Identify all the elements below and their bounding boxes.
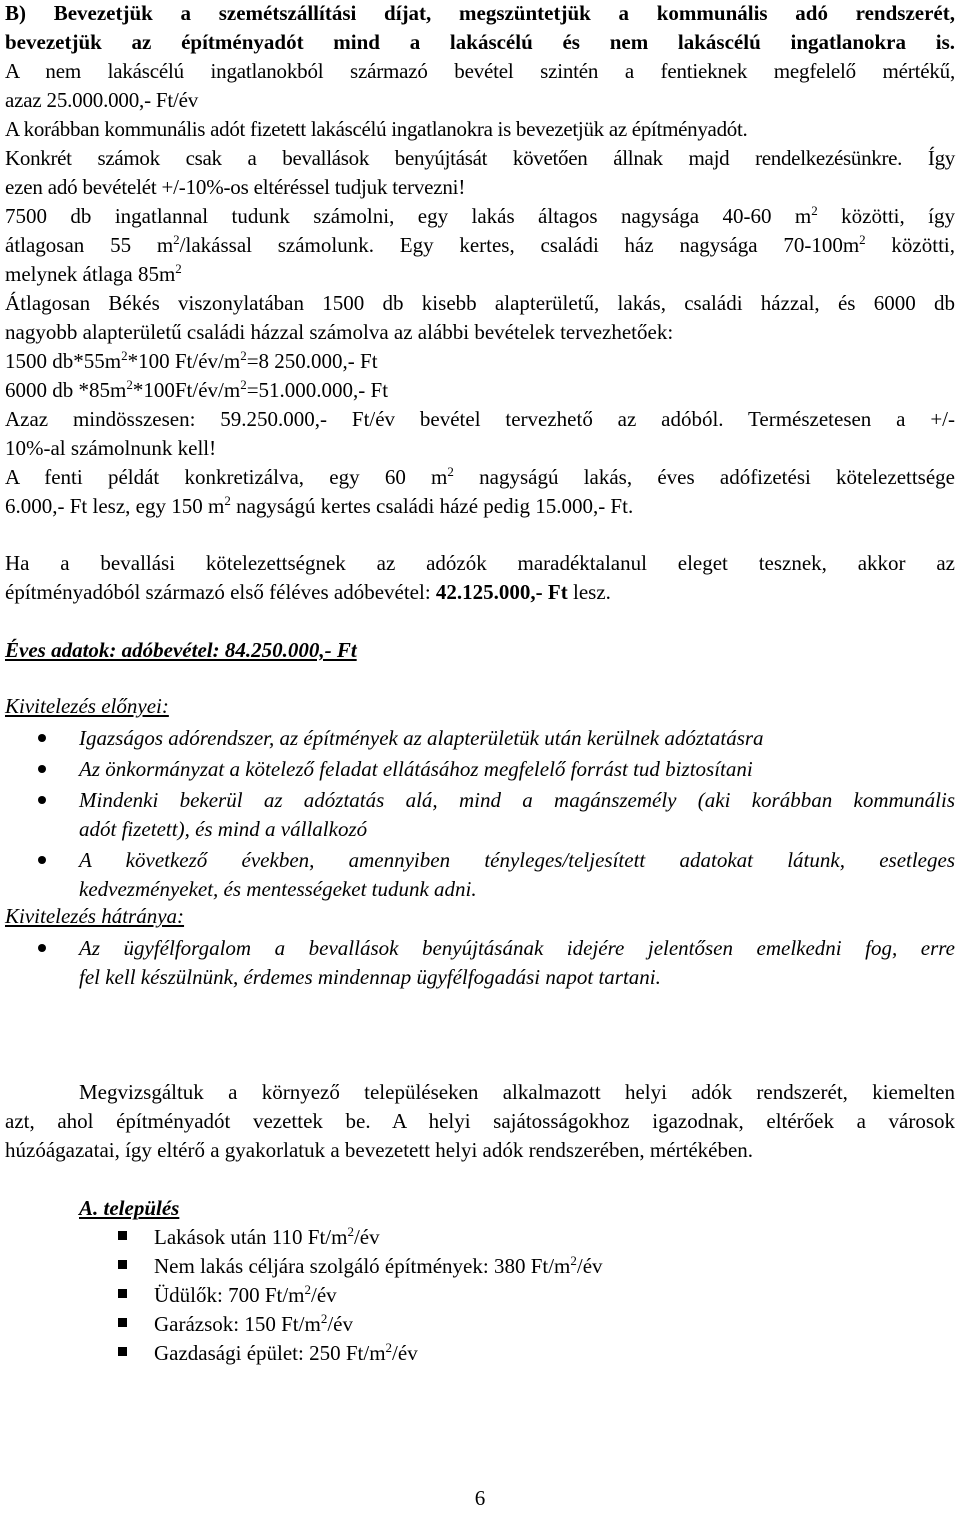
paragraph-line: A korábban kommunális adót fizetett lakáscélú ingatlanokra is bevezetjük az építményadót. [5, 117, 748, 141]
superscript: 2 [447, 464, 454, 479]
half-year-revenue: 42.125.000,- Ft [435, 580, 568, 604]
page-number: 6 [474, 1486, 486, 1510]
bullet-icon [38, 944, 46, 952]
text-run: Garázsok: 150 Ft/m [154, 1312, 321, 1336]
calculation-line [5, 348, 378, 373]
paragraph-line: Konkrét számok csak a bevallások benyújtását követően állnak majd rendelkezésünkre. Így [5, 146, 955, 170]
text-run: 6.000,- Ft lesz, egy 150 m [5, 494, 225, 518]
text-run: A fenti példát konkretizálva, egy 60 m [5, 465, 448, 489]
paragraph-line [5, 232, 956, 257]
tax-rate-item [154, 1253, 603, 1278]
superscript: 2 [173, 232, 180, 247]
text-run: /év [576, 1254, 603, 1278]
paragraph-line: 10%-al számolnunk kell! [5, 436, 217, 460]
section-heading-line-1: B) Bevezetjük a szemétszállítási díjat, megszüntetjük a kommunális adó rendszerét, [5, 1, 955, 25]
paragraph-line: Megvizsgáltuk a környező településeken alkalmazott helyi adók rendszerét, kiemelten [79, 1080, 955, 1104]
superscript: 2 [121, 348, 128, 363]
text-run: közötti, így [817, 204, 955, 228]
advantage-item-continued: kedvezményeket, és mentességeket tudunk adni. [79, 877, 477, 901]
square-bullet-icon [118, 1231, 127, 1240]
bullet-icon [38, 765, 46, 773]
text-run: Gazdasági épület: 250 Ft/m [154, 1341, 386, 1365]
text-run: /lakással számolunk. [179, 233, 374, 257]
text-run: *100 Ft/év/m [127, 349, 241, 373]
disadvantages-heading: Kivitelezés hátránya: [5, 904, 185, 928]
square-bullet-icon [118, 1289, 127, 1298]
text-run: Üdülők: 700 Ft/m [154, 1283, 305, 1307]
section-heading-line-2: bevezetjük az építményadót mind a lakáscélú és nem lakáscélú ingatlanokra is. [5, 30, 955, 54]
text-run: 1500 db*55m [5, 349, 122, 373]
tax-rate-item [154, 1311, 353, 1336]
text-run: lesz. [567, 580, 611, 604]
text-run: közötti, [865, 233, 956, 257]
paragraph-line: azaz 25.000.000,- Ft/év [5, 88, 199, 112]
text-run: nagyságú kertes családi házé pedig 15.000,- Ft. [230, 494, 634, 518]
tax-rate-item [154, 1224, 380, 1249]
text-run: Nem lakás céljára szolgáló építmények: 380 Ft/m [154, 1254, 571, 1278]
paragraph-line: A nem lakáscélú ingatlanokból származó bevétel szintén a fentieknek megfelelő mértékű, [5, 59, 955, 83]
text-run: 7500 db ingatlannal tudunk számolni, egy lakás áltagos nagysága 40-60 m [5, 204, 812, 228]
superscript: 2 [126, 377, 133, 392]
advantage-item-continued: adót fizetett), és mind a vállalkozó [79, 817, 368, 841]
superscript: 2 [385, 1340, 393, 1355]
paragraph-line [5, 582, 611, 603]
square-bullet-icon [118, 1318, 127, 1327]
tax-rate-item [154, 1282, 337, 1307]
square-bullet-icon [118, 1260, 127, 1269]
text-run: Lakások után 110 Ft/m [154, 1225, 348, 1249]
paragraph-line: nagyobb alapterületű családi házzal számolva az alábbi bevételek tervezhetőek: [5, 320, 674, 344]
superscript: 2 [240, 377, 247, 392]
paragraph-line: húzóágazatai, így eltérő a gyakorlatuk a bevezetett helyi adók rendszerében, mértékében. [5, 1138, 754, 1162]
advantage-item: A következő években, amennyiben tényleges/teljesített adatokat látunk, esetleges [79, 848, 955, 872]
paragraph-line: Azaz mindösszesen: 59.250.000,- Ft/év bevétel tervezhető az adóból. Természetesen a +/- [5, 407, 955, 431]
paragraph-line [5, 261, 182, 286]
bullet-icon [38, 796, 46, 804]
bullet-icon [38, 734, 46, 742]
advantage-item: Az önkormányzat a kötelező feladat ellátásához megfelelő forrást tud biztosítani [79, 757, 753, 781]
calculation-line [5, 377, 389, 402]
text-run: átlagosan 55 m [5, 233, 174, 257]
text-run: melynek átlaga 85m [5, 262, 176, 286]
paragraph-line [5, 464, 955, 489]
text-run: /év [311, 1283, 337, 1307]
paragraph-line: Ha a bevallási kötelezettségnek az adózók maradéktalanul eleget tesznek, akkor az [5, 551, 955, 575]
superscript: 2 [175, 261, 182, 276]
paragraph-line [5, 493, 634, 518]
text-run: /év [392, 1341, 418, 1365]
disadvantage-item: Az ügyfélforgalom a bevallások benyújtásának idejére jelentősen emelkedni fog, erre [79, 936, 955, 960]
superscript: 2 [224, 493, 231, 508]
text-run: =8 250.000,- Ft [246, 349, 378, 373]
annual-revenue-heading: Éves adatok: adóbevétel: 84.250.000,- Ft [5, 638, 357, 662]
text-run: Egy kertes, családi ház nagysága 70-100m [373, 233, 860, 257]
bullet-icon [38, 856, 46, 864]
settlement-heading: A. település [79, 1196, 180, 1220]
text-run: 6000 db *85m [5, 378, 127, 402]
square-bullet-icon [118, 1347, 127, 1356]
advantages-heading: Kivitelezés előnyei: [5, 694, 169, 718]
superscript: 2 [320, 1311, 328, 1326]
superscript: 2 [859, 232, 866, 247]
superscript: 2 [811, 203, 818, 218]
text-run: építményadóból származó első féléves adóbevétel: [5, 580, 436, 604]
text-run: /év [353, 1225, 380, 1249]
paragraph-line: ezen adó bevételét +/-10%-os eltéréssel tudjuk tervezni! [5, 175, 466, 199]
paragraph-line [5, 203, 955, 228]
text-run: nagyságú lakás, éves adófizetési kötelezettsége [453, 465, 955, 489]
superscript: 2 [240, 348, 247, 363]
superscript: 2 [347, 1224, 354, 1239]
text-run: *100Ft/év/m [132, 378, 241, 402]
superscript: 2 [570, 1253, 577, 1268]
text-run: /év [327, 1312, 353, 1336]
advantage-item: Mindenki bekerül az adóztatás alá, mind a magánszemély (aki korábban kommunális [79, 788, 955, 812]
superscript: 2 [304, 1282, 312, 1297]
paragraph-line: azt, ahol építményadót vezettek be. A helyi sajátosságokhoz igazodnak, eltérőek a városok [5, 1109, 955, 1133]
paragraph-line: Átlagosan Békés viszonylatában 1500 db kisebb alapterületű, lakás, családi házzal, és 6000 db [5, 291, 955, 315]
text-run: =51.000.000,- Ft [246, 378, 389, 402]
disadvantage-item-continued: fel kell készülnünk, érdemes mindennap ügyfélfogadási napot tartani. [79, 965, 661, 989]
advantage-item: Igazságos adórendszer, az építmények az alapterületük után kerülnek adóztatásra [79, 726, 764, 750]
tax-rate-item [154, 1340, 418, 1365]
